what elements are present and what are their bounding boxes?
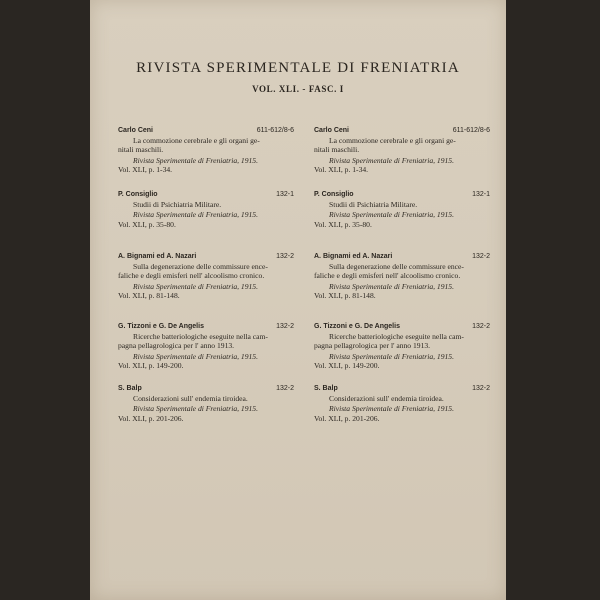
classification-code: 132-2: [472, 385, 490, 392]
bibliography-entry: [118, 252, 294, 301]
entry-author: Carlo Ceni: [118, 127, 154, 134]
journal-title: RIVISTA SPERIMENTALE DI FRENIATRIA: [136, 60, 460, 76]
entry-header: [314, 126, 490, 135]
journal-page: [90, 0, 506, 600]
volume-pages: Vol. XLI, p. 201-206.: [118, 413, 184, 423]
entry-author: A. Bignami ed A. Nazari: [314, 253, 393, 260]
entry-header: [314, 384, 490, 393]
bibliography-entry: [314, 190, 490, 229]
entry-author: S. Balp: [314, 385, 338, 392]
entry-header: [118, 384, 294, 393]
entry-author: A. Bignami ed A. Nazari: [118, 253, 197, 260]
article-title-line: La commozione cerebrale e gli organi ge-: [329, 136, 456, 145]
article-title-line: Considerazioni sull' endemia tiroidea.: [329, 394, 444, 403]
entry-header: [314, 252, 490, 261]
classification-code: 132-1: [276, 191, 294, 198]
entry-author: Carlo Ceni: [314, 127, 350, 134]
citation: [314, 282, 490, 301]
classification-code: 611-612/8-6: [256, 127, 294, 134]
entry-header: [118, 126, 294, 135]
volume-heading: VOL. XLI. - FASC. I: [252, 84, 344, 94]
article-title-line: Studii di Psichiatria Militare.: [329, 200, 418, 209]
classification-code: 132-1: [472, 191, 490, 198]
classification-code: 132-2: [472, 323, 490, 330]
entry-header: [118, 252, 294, 261]
bibliography-entry: [118, 126, 294, 175]
entry-header: [314, 190, 490, 199]
journal-reference: Rivista Sperimentale di Freniatria, 1915.: [329, 281, 455, 291]
journal-reference: Rivista Sperimentale di Freniatria, 1915.: [329, 155, 455, 165]
entry-header: [118, 322, 294, 331]
classification-code: 132-2: [472, 253, 490, 260]
citation: [118, 210, 294, 229]
article-title-line: Ricerche batteriologiche eseguite nella cam-: [329, 332, 464, 341]
entry-header: [314, 322, 490, 331]
bibliography-entry: [314, 126, 490, 175]
volume-pages: Vol. XLI, p. 201-206.: [314, 413, 380, 423]
article-title-line: nitali maschili.: [314, 145, 360, 155]
journal-reference: Rivista Sperimentale di Freniatria, 1915.: [329, 404, 455, 414]
entry-author: S. Balp: [118, 385, 142, 392]
journal-reference: Rivista Sperimentale di Freniatria, 1915.: [329, 351, 455, 361]
entry-author: P. Consiglio: [118, 191, 158, 198]
volume-pages: Vol. XLI, p. 35-80.: [118, 219, 176, 229]
bibliography-entry: [314, 384, 490, 423]
entry-author: G. Tizzoni e G. De Angelis: [314, 323, 400, 330]
article-title: [314, 394, 490, 403]
classification-code: 132-2: [276, 385, 294, 392]
article-title: [314, 136, 490, 155]
article-title: [118, 262, 294, 281]
article-title: [118, 332, 294, 351]
entry-author: G. Tizzoni e G. De Angelis: [118, 323, 204, 330]
article-title-line: Considerazioni sull' endemia tiroidea.: [133, 394, 248, 403]
citation: [314, 352, 490, 371]
classification-code: 132-2: [276, 253, 294, 260]
article-title: [118, 394, 294, 403]
journal-reference: Rivista Sperimentale di Freniatria, 1915.: [133, 210, 259, 220]
citation: [118, 404, 294, 423]
journal-reference: Rivista Sperimentale di Freniatria, 1915.: [133, 155, 259, 165]
article-title: [314, 200, 490, 209]
article-title: [314, 332, 490, 351]
volume-pages: Vol. XLI, p. 149-200.: [118, 361, 184, 371]
bibliography-entry: [118, 322, 294, 371]
citation: [118, 282, 294, 301]
citation: [314, 404, 490, 423]
article-title-line: faliche e degli emisferi nell' alcoolismo cronico.: [118, 271, 265, 281]
article-title: [118, 200, 294, 209]
volume-pages: Vol. XLI, p. 35-80.: [314, 219, 372, 229]
citation: [118, 156, 294, 175]
article-title-line: Sulla degenerazione delle commissure ence-: [133, 262, 268, 271]
volume-pages: Vol. XLI, p. 1-34.: [314, 165, 369, 175]
volume-pages: Vol. XLI, p. 81-148.: [314, 291, 376, 301]
article-title-line: faliche e degli emisferi nell' alcoolismo cronico.: [314, 271, 461, 281]
bibliography-entry: [118, 384, 294, 423]
article-title-line: Ricerche batteriologiche eseguite nella cam-: [133, 332, 268, 341]
journal-reference: Rivista Sperimentale di Freniatria, 1915.: [133, 404, 259, 414]
entry-header: [118, 190, 294, 199]
article-title-line: Sulla degenerazione delle commissure ence-: [329, 262, 464, 271]
bibliography-entry: [314, 252, 490, 301]
citation: [118, 352, 294, 371]
classification-code: 132-2: [276, 323, 294, 330]
citation: [314, 210, 490, 229]
article-title: [314, 262, 490, 281]
article-title-line: nitali maschili.: [118, 145, 164, 155]
entry-author: P. Consiglio: [314, 191, 354, 198]
article-title-line: Studii di Psichiatria Militare.: [133, 200, 222, 209]
journal-reference: Rivista Sperimentale di Freniatria, 1915.: [133, 281, 259, 291]
article-title-line: La commozione cerebrale e gli organi ge-: [133, 136, 260, 145]
journal-reference: Rivista Sperimentale di Freniatria, 1915.: [329, 210, 455, 220]
classification-code: 611-612/8-6: [452, 127, 490, 134]
volume-pages: Vol. XLI, p. 149-200.: [314, 361, 380, 371]
article-title-line: pagna pellagrologica per l' anno 1913.: [118, 341, 235, 351]
article-title: [118, 136, 294, 155]
bibliography-entry: [314, 322, 490, 371]
volume-pages: Vol. XLI, p. 1-34.: [118, 165, 173, 175]
bibliography-entry: [118, 190, 294, 229]
article-title-line: pagna pellagrologica per l' anno 1913.: [314, 341, 431, 351]
citation: [314, 156, 490, 175]
journal-reference: Rivista Sperimentale di Freniatria, 1915.: [133, 351, 259, 361]
volume-pages: Vol. XLI, p. 81-148.: [118, 291, 180, 301]
